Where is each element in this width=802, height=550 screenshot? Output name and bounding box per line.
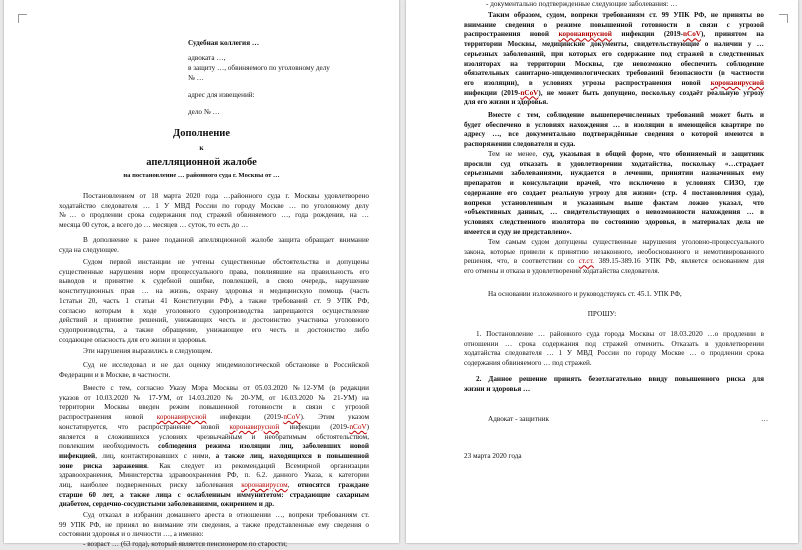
text-line: распространения новой коронавирусной инфекции (2019-nCoV), принятом на: [464, 30, 764, 39]
text-line: Вместе с тем, соблюдение вышеперечисленных требований может быть и: [488, 111, 764, 119]
margin-corner-mark: [779, 14, 788, 23]
text-line: существенные нарушения норм процессуального права, повлиявшие на правильность его: [59, 267, 369, 276]
text-line: суда на следующее.: [59, 245, 119, 254]
text-line: 99 УПК РФ, не принял во внимание эти сведения, а также представленные ему сведения о: [59, 520, 369, 529]
signature-placeholder: …: [761, 415, 769, 423]
text-line: серьезными заболеваниями, нуждается в лечении, принятии назначенных ему: [464, 169, 764, 178]
text-line: №… о продлении срока содержания под стражей обвиняемого …, года рождения, на …: [59, 211, 369, 220]
text-line: решения, что, в соответствии со ст.ст. 389.15-389.16 УПК РФ, является основанием для: [464, 257, 764, 266]
text-line: препаратов и консультации врачей, что исключено в условиях СИЗО, где: [464, 179, 764, 188]
paragraph-addition: [59, 236, 369, 255]
text-line: лиц, наиболее подверженных риску заболевания коронавирусом, относятся граждане: [59, 481, 369, 490]
text-line: диабетом, сердечно-сосудистыми заболеваниями, ожирением и др.: [59, 500, 275, 509]
text-line: является в сложившихся условиях чрезвычайным и необратимым обстоятельством,: [59, 432, 369, 441]
text-line: распространения новой коронавирусной инфекции (2019-nCoV). Этим указом: [59, 413, 370, 422]
paragraph-epidemic: [59, 361, 369, 380]
text-line: Судом первой инстанции не учтены существенные обстоятельства и допущены: [83, 258, 369, 266]
text-line: инфекцией, лиц, контактировавших с ними, а также лиц, находящихся в повышенной: [59, 451, 369, 460]
text-line: 1. Постановление … районного суда города Москвы от 18.03.2020 …о продлении в: [476, 330, 764, 338]
text-line: содержание его создает реальную угрозу для жизни» (стр. 4 постановления суда),: [464, 188, 764, 197]
request-item-2: [464, 375, 764, 394]
text-line: вопреки установленным и указанным выше фактам ложно указал, что: [464, 198, 764, 207]
text-line: В дополнение к ранее поданной апелляционной жалобе защита обращает внимание: [83, 236, 369, 244]
text-line: создающее опасность для его жизни и здоровья.: [59, 335, 207, 344]
paragraph-court-false-claim: [464, 150, 764, 237]
text-line: Тем не менее, суд, указывая в общей форме, что обвиняемый и защитник: [488, 150, 765, 158]
text-line: ходатайства следователя … 1 У МВД России по городу Москве … о продлении срока: [464, 349, 764, 358]
bullet-diseases: - документально подтвержденные следующие заболевания: …: [486, 0, 678, 8]
text-line: месяца 00 суток, а всего до … месяцев … суток, то есть до …: [59, 221, 249, 230]
text-line: согласно которым в ходе уголовного судопроизводства запрещаются осуществление: [59, 306, 369, 315]
margin-corner-mark: [18, 14, 27, 23]
document-subtitle: на постановление … районного суда г. Москвы от …: [123, 172, 280, 179]
paragraph-intro: Эти нарушения выразились в следующем.: [83, 347, 213, 355]
text-line: «объективных данных, … свидетельствующих о невозможности нахождения … в: [464, 208, 764, 217]
text-line: Тем самым судом допущены существенные нарушения уголовно-процессуального: [488, 238, 764, 246]
defense-case-number: № …: [188, 74, 204, 82]
text-line: изоляторах на территории Москвы, где невозможно обеспечить соблюдение: [464, 59, 764, 68]
document-title-subject: апелляционной жалобе: [146, 157, 257, 168]
text-line: зоне риска заражения. Как следует из рекомендаций Всемирной организации: [59, 461, 370, 470]
text-line: серьезных заболеваний, при которых его содержание под стражей в следственных: [464, 49, 764, 58]
document-page-right: [406, 0, 798, 543]
text-line: действий и принятие решений, унижающих честь и достоинство участника уголовного: [59, 316, 369, 325]
text-line: Федерации и в Москве, в частности.: [59, 370, 171, 379]
text-line: судопроизводства, а также обращение, унижающее его честь и достоинство либо: [59, 325, 369, 334]
paragraph-conclusion-bold: [464, 11, 764, 108]
text-line: территории Москвы, медицинские документы, свидетельствующие о наличии у …: [464, 40, 764, 49]
document-page-left: [4, 0, 399, 548]
text-line: указов от 10.03.2020 № 17-УМ, от 14.03.2020 № 20-УМ, от 16.03.2020 № 21-УМ) на: [59, 393, 369, 402]
paragraph-refusal: [59, 511, 369, 540]
request-heading: ПРОШУ:: [587, 310, 617, 318]
defense-line: в защиту …, обвиняемого по уголовному делу: [188, 64, 330, 72]
paragraph-law-violation: [464, 238, 764, 277]
document-title: Дополнение: [173, 128, 230, 139]
paragraph-decision: [59, 192, 369, 231]
text-line: 2. Данное решение принять безотлагательно ввиду повышенного риска для: [476, 375, 764, 383]
basis-line: На основании изложенного и руководствуясь ст. 45.1. УПК РФ,: [488, 290, 682, 298]
bullet-age: - возраст … (63 года), который является пенсионером по старости;: [83, 540, 288, 548]
text-line: распоряжении следователя и суда.: [464, 140, 576, 149]
text-line: будет обеспечено в условиях нахождения … в изоляции в имеющейся квартире по: [464, 120, 764, 129]
text-line: имеется и суду не представлено».: [464, 227, 572, 236]
text-line: выводов и принятие к судебной ошибке, повлекшей, в свою очередь, нарушение: [59, 277, 369, 286]
text-line: инфекции (2019-nCoV), не может быть допущено, поскольку создаёт реальную угрозу: [464, 88, 764, 97]
lawyer-line: адвоката …,: [188, 54, 226, 62]
text-line: просили суд отказать в удовлетворении ходатайства, поскольку «…страдает: [464, 159, 764, 168]
paragraph-home-isolation: [464, 111, 764, 150]
text-line: здравоохранения, Министерства здравоохранения РФ, п. 6.2. данного Указа, к категории: [59, 471, 369, 480]
text-line: Суд отказал в избрании домашнего ареста в отношении …, вопреки требованиям ст.: [83, 511, 369, 519]
text-line: 1статьи 20, часть 1 статьи 41 Конституции РФ), а также требований ст. 9 УПК РФ,: [59, 296, 369, 305]
text-line: содержания обвиняемого … под стражей.: [464, 359, 592, 368]
address-label: адрес для извещений:: [188, 91, 255, 99]
signer-label: Адвокат - защитник: [488, 415, 550, 423]
text-line: ходатайство следователя … 1 У МВД России по городу Москве … по уголовному делу: [59, 201, 369, 210]
text-line: условиях следственного изолятора по состоянию здоровья, в материалах дела не: [464, 217, 764, 226]
text-line: констатируется, что распространение новой коронавирусной инфекции (2019-nCoV): [59, 422, 370, 431]
text-line: обязательных санитарно-эпидемиологических требований безопасности (в частности: [464, 69, 764, 78]
case-number: дело № …: [188, 108, 220, 116]
text-line: закона, которые привели к принятию незаконного, необоснованного и немотивированного: [464, 247, 764, 256]
court-name: Судебная коллегия …: [188, 39, 260, 47]
text-line: внимание сведения о режиме повышенной готовности в связи с угрозой: [464, 20, 764, 29]
text-line: его изоляции), в условиях угрозы распространения новой коронавирусной: [464, 78, 764, 87]
text-line: старше 60 лет, а также лица с ослабленным иммунитетом: страдающие сахарным: [59, 490, 369, 499]
text-line: его отмены и отказа в удовлетворении ходатайства следователя.: [464, 267, 660, 276]
request-item-1: [464, 330, 764, 369]
text-line: жизни и здоровья …: [464, 384, 531, 393]
document-date: 23 марта 2020 года: [464, 452, 522, 460]
text-line: конституционных прав … на жизнь, охрану здоровья и медицинскую помощь (часть: [59, 287, 369, 296]
text-line: Суд не исследовал и не дал оценку эпидемиологической обстановке в Российской: [83, 361, 369, 369]
text-line: для его жизни и здоровья.: [464, 98, 549, 107]
text-line: состоянии здоровья и о личности …, а именно:: [59, 530, 204, 539]
document-title-conjunction: к: [199, 144, 204, 152]
text-line: Вместе с тем, согласно Указу Мэра Москвы от 05.03.2020 №12-УМ (в редакции: [83, 384, 369, 392]
paragraph-violations: [59, 258, 369, 345]
text-line: Постановлением от 18 марта 2020 года …районного суда г. Москвы удовлетворено: [83, 192, 369, 200]
paragraph-mayor-decree: [59, 384, 369, 510]
text-line: адресу …, все документально подтверждённые сведения о которой имеются в: [464, 130, 764, 139]
text-line: повлекшим необходимость соблюдения режима изоляции лиц, заболевших новой: [59, 442, 370, 451]
text-line: Таким образом, судом, вопреки требованиям ст. 99 УПК РФ, не приняты во: [488, 11, 764, 19]
text-line: территории Москвы введен режим повышенной готовности в связи с угрозой: [59, 403, 369, 412]
text-line: отношении … срока содержания под стражей отменить. Отказать в удовлетворении: [464, 339, 764, 348]
